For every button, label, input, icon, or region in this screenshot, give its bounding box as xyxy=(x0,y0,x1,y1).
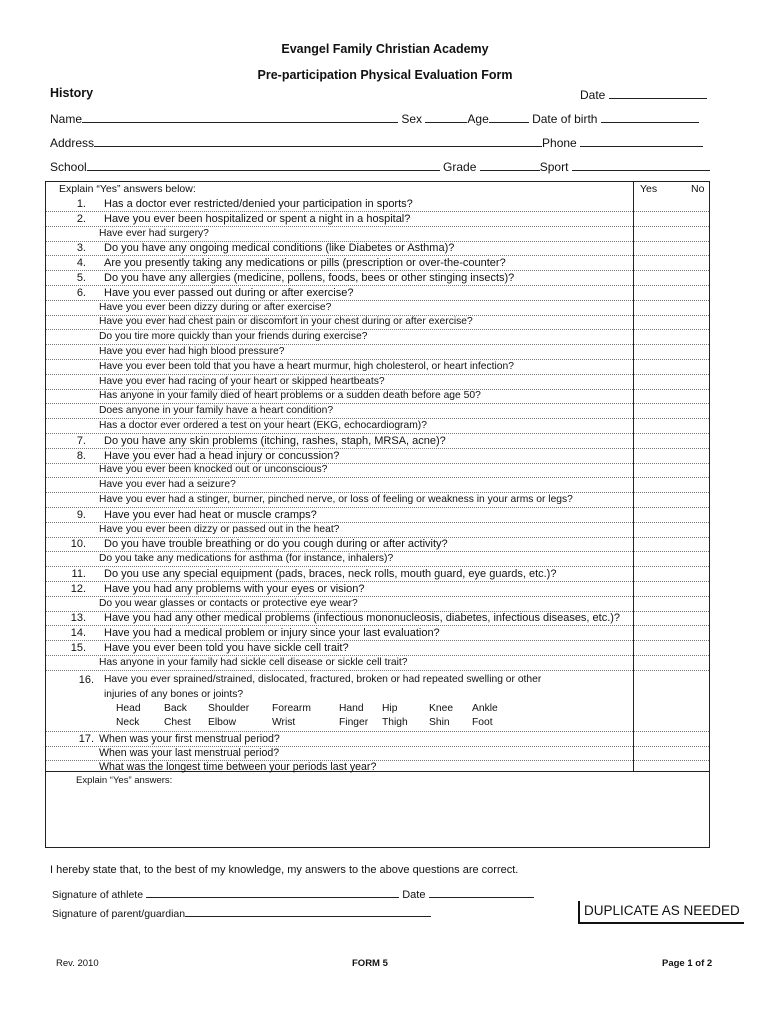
question-row xyxy=(46,449,709,464)
dob-label: Date of birth xyxy=(532,112,598,126)
question-text: Have you ever passed out during or after exercise? xyxy=(104,286,354,299)
table-header-row xyxy=(46,182,709,197)
question-number: 5. xyxy=(76,272,86,284)
grade-label: Grade xyxy=(443,160,477,174)
question-number: 4. xyxy=(76,257,86,270)
grade-input[interactable] xyxy=(480,159,540,171)
question-text: Has a doctor ever ordered a test on your heart (EKG, echocardiogram)? xyxy=(99,420,427,431)
question-text: Do you wear glasses or contacts or protective eye wear? xyxy=(99,597,358,609)
questions-table xyxy=(45,181,710,772)
question-text: Have you had a medical problem or injury since your last evaluation? xyxy=(104,627,440,640)
question-text: Have you ever had a stinger, burner, pinched nerve, or loss of feeling or weakness in your arms or legs? xyxy=(99,494,573,505)
q16-row xyxy=(46,673,709,689)
no-column-label: No xyxy=(691,183,705,195)
sex-input[interactable] xyxy=(425,111,467,123)
question-text: Have you had any problems with your eyes or vision? xyxy=(104,582,365,595)
question-row xyxy=(46,345,709,360)
question-text: Have you had any other medical problems (infectious mononucleosis, diabetes, infectious diseases, etc.)? xyxy=(104,612,621,625)
section-heading: History xyxy=(50,86,94,100)
question-row xyxy=(46,552,709,567)
school-name: Evangel Family Christian Academy xyxy=(281,42,489,56)
sport-input[interactable] xyxy=(572,159,710,171)
body-part-option[interactable]: Shin xyxy=(429,717,450,728)
question-text: Have you ever had a head injury or concussion? xyxy=(104,449,340,462)
age-input[interactable] xyxy=(489,111,529,123)
question-number: 13. xyxy=(70,612,86,625)
body-part-option[interactable]: Foot xyxy=(472,717,493,728)
question-row xyxy=(46,330,709,345)
question-row xyxy=(46,597,709,612)
age-label: Age xyxy=(467,112,489,126)
question-number: 2. xyxy=(76,212,86,225)
question-row xyxy=(46,434,709,449)
parent-signature-label: Signature of parent/guardian xyxy=(52,908,186,920)
question-row xyxy=(46,463,709,478)
question-text: When was your last menstrual period? xyxy=(99,747,280,759)
question-text: Do you take any medications for asthma (for instance, inhalers)? xyxy=(99,553,394,565)
question-number: 7. xyxy=(76,434,86,447)
question-text: Do you have trouble breathing or do you cough during or after activity? xyxy=(104,538,448,551)
form-number: FORM 5 xyxy=(352,958,388,969)
q17-row xyxy=(46,732,709,747)
question-row xyxy=(46,626,709,641)
question-text: Do you have any allergies (medicine, pollens, foods, bees or other stinging insects)? xyxy=(104,272,515,284)
body-part-option[interactable]: Back xyxy=(164,703,187,714)
sex-label: Sex xyxy=(401,112,423,126)
athlete-signature-row xyxy=(52,886,534,901)
question-row xyxy=(46,360,709,375)
q16-row-line2 xyxy=(46,688,709,703)
sport-label: Sport xyxy=(539,160,569,174)
question-row xyxy=(46,611,709,626)
question-row xyxy=(46,286,709,301)
school-row xyxy=(50,159,710,174)
question-row xyxy=(46,375,709,390)
page-number: Page 1 of 2 xyxy=(662,958,713,969)
body-part-option[interactable]: Thigh xyxy=(382,717,408,728)
question-text: Have you ever been dizzy or passed out in the heat? xyxy=(99,523,340,535)
question-text: Have you ever been told you have sickle cell trait? xyxy=(104,642,349,654)
athlete-signature-line[interactable] xyxy=(146,886,399,898)
question-row xyxy=(46,241,709,256)
q17-row xyxy=(46,746,709,761)
parent-signature-row xyxy=(52,905,431,920)
body-part-option[interactable]: Finger xyxy=(339,717,369,728)
name-label: Name xyxy=(50,112,83,126)
question-text: Have you ever been hospitalized or spent a night in a hospital? xyxy=(104,212,411,225)
q16-text-line2: injuries of any bones or joints? xyxy=(104,689,244,700)
question-text: Does anyone in your family have a heart condition? xyxy=(99,405,334,417)
question-row xyxy=(46,271,709,286)
question-row xyxy=(46,315,709,330)
body-part-option[interactable]: Hand xyxy=(339,703,364,714)
name-input[interactable] xyxy=(82,111,398,123)
question-text: Has anyone in your family died of heart problems or a sudden death before age 50? xyxy=(99,390,481,402)
question-row xyxy=(46,656,709,671)
duplicate-note: DUPLICATE AS NEEDED xyxy=(578,901,744,924)
question-text: Do you tire more quickly than your friends during exercise? xyxy=(99,331,368,343)
question-row xyxy=(46,404,709,419)
body-part-option[interactable]: Head xyxy=(116,703,141,714)
question-row xyxy=(46,301,709,316)
date-label: Date xyxy=(580,88,606,102)
parent-signature-line[interactable] xyxy=(185,905,431,917)
address-row xyxy=(50,135,703,150)
question-text: Have you ever had a seizure? xyxy=(99,479,236,491)
table-heading: Explain “Yes” answers below: xyxy=(59,183,196,195)
question-text: Do you have any ongoing medical conditions (like Diabetes or Asthma)? xyxy=(104,242,455,255)
phone-label: Phone xyxy=(542,136,577,150)
question-row xyxy=(46,212,709,227)
question-row xyxy=(46,419,709,434)
question-row xyxy=(46,582,709,597)
form-title: Pre-participation Physical Evaluation Form xyxy=(257,68,513,82)
question-number: 6. xyxy=(76,286,86,299)
signature-date-line[interactable] xyxy=(429,886,534,898)
body-part-option[interactable]: Shoulder xyxy=(208,703,250,714)
school-input[interactable] xyxy=(87,159,440,171)
body-parts-row-1 xyxy=(46,702,709,717)
body-part-option[interactable]: Forearm xyxy=(272,703,311,714)
question-text: Have you ever had racing of your heart or skipped heartbeats? xyxy=(99,375,385,387)
question-number: 1. xyxy=(76,198,86,210)
question-text: Have you ever been told that you have a heart murmur, high cholesterol, or heart infection? xyxy=(99,360,514,372)
q16-number: 16. xyxy=(78,674,94,686)
body-part-option[interactable]: Hip xyxy=(382,703,398,714)
revision-label: Rev. 2010 xyxy=(56,958,99,969)
question-number: 8. xyxy=(76,449,86,462)
question-number: 3. xyxy=(76,242,86,255)
athlete-signature-label: Signature of athlete xyxy=(52,889,144,901)
yes-column-label: Yes xyxy=(640,183,658,195)
body-parts-row-2 xyxy=(46,716,709,732)
question-text: Do you have any skin problems (itching, rashes, staph, MRSA, acne)? xyxy=(104,434,446,447)
address-input[interactable] xyxy=(94,135,542,147)
question-number: 15. xyxy=(70,642,86,654)
explain-answers-label: Explain “Yes” answers: xyxy=(76,775,173,786)
question-text: When was your first menstrual period? xyxy=(99,733,280,745)
question-text: What was the longest time between your periods last year? xyxy=(99,761,377,773)
question-row xyxy=(46,523,709,538)
school-label: School xyxy=(50,160,87,174)
question-row xyxy=(46,256,709,271)
question-text: Have you ever had chest pain or discomfort in your chest during or after exercise? xyxy=(99,316,473,328)
signature-date-label: Date xyxy=(402,889,426,901)
date-field[interactable] xyxy=(580,87,707,102)
q16-text-line1: Have you ever sprained/strained, dislocated, fractured, broken or had repeated swelling or other xyxy=(104,674,542,685)
question-text: Have you ever had high blood pressure? xyxy=(99,346,285,357)
question-text: Are you presently taking any medications or pills (prescription or over-the-counter? xyxy=(104,257,506,270)
phone-input[interactable] xyxy=(580,135,703,147)
question-row xyxy=(46,197,709,212)
question-row xyxy=(46,227,709,242)
question-number: 12. xyxy=(70,582,86,595)
question-number: 9. xyxy=(76,508,86,521)
question-text: Have you ever been dizzy during or after exercise? xyxy=(99,301,332,313)
address-label: Address xyxy=(50,136,95,150)
question-text: Do you use any special equipment (pads, braces, neck rolls, mouth guard, eye guards, etc.)? xyxy=(104,568,557,580)
declaration-statement: I hereby state that, to the best of my knowledge, my answers to the above questions are correct. xyxy=(50,864,519,876)
explain-answers-box[interactable] xyxy=(45,772,710,848)
question-row xyxy=(46,567,709,582)
body-part-option[interactable]: Knee xyxy=(429,703,454,714)
question-number: 11. xyxy=(71,568,86,580)
question-number: 14. xyxy=(70,627,86,640)
body-part-option[interactable]: Neck xyxy=(116,717,140,728)
question-text: Has a doctor ever restricted/denied your participation in sports? xyxy=(104,198,413,210)
question-row xyxy=(46,537,709,552)
question-row xyxy=(46,493,709,508)
question-text: Have you ever been knocked out or unconscious? xyxy=(99,464,328,476)
question-row xyxy=(46,389,709,404)
question-text: Has anyone in your family had sickle cell disease or sickle cell trait? xyxy=(99,656,408,668)
question-text: Have you ever had heat or muscle cramps? xyxy=(104,508,317,521)
body-part-option[interactable]: Wrist xyxy=(272,717,296,728)
name-row xyxy=(50,111,699,126)
body-part-option[interactable]: Elbow xyxy=(208,717,237,728)
body-part-option[interactable]: Ankle xyxy=(472,703,498,714)
question-text: Have ever had surgery? xyxy=(99,227,209,239)
question-row xyxy=(46,641,709,656)
question-row xyxy=(46,478,709,493)
body-part-option[interactable]: Chest xyxy=(164,717,191,728)
question-row xyxy=(46,508,709,523)
question-number: 10. xyxy=(70,538,86,551)
dob-input[interactable] xyxy=(601,111,699,123)
question-number: 17. xyxy=(78,733,94,745)
